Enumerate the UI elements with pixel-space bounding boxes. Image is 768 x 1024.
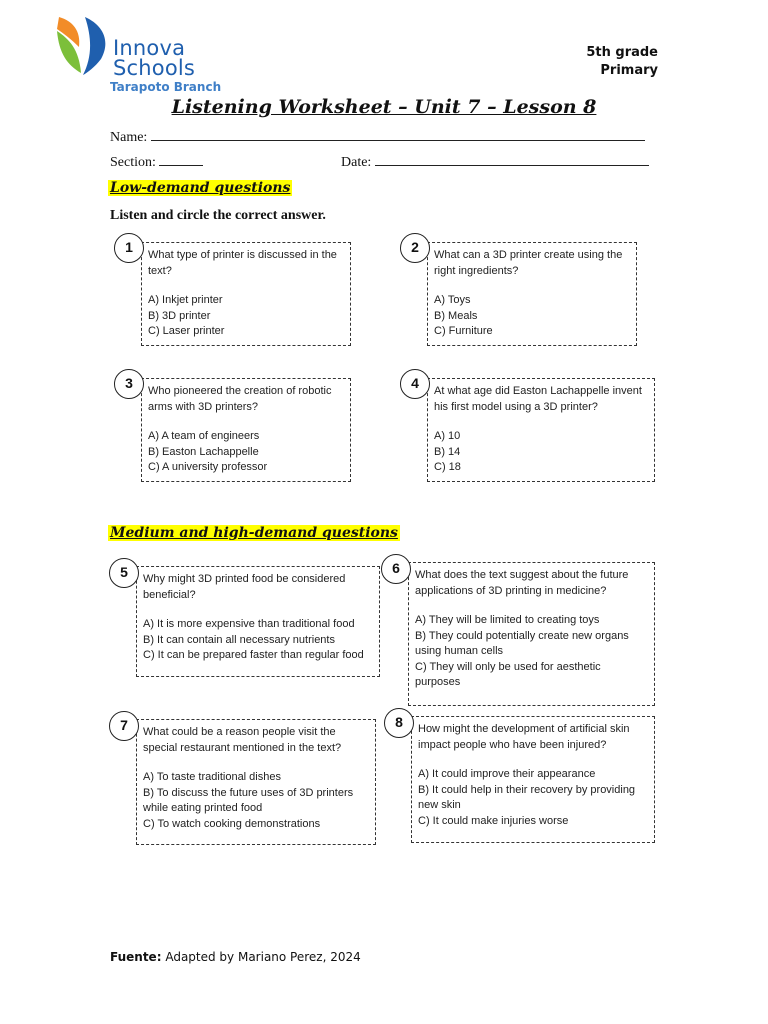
answer-option[interactable]: B) To discuss the future uses of 3D printers while eating printed food [143,786,354,814]
question-card-2 [427,242,637,346]
answer-option[interactable]: C) A university professor [148,461,268,473]
source-footer [110,950,361,964]
question-number-badge: 3 [114,369,144,399]
branch-name: Tarapoto Branch [110,80,222,94]
answer-option[interactable]: C) It can be prepared faster than regular food [143,649,364,661]
answer-option[interactable]: A) Inkjet printer [148,294,223,306]
page-title: Listening Worksheet – Unit 7 – Lesson 8 [171,96,597,118]
answer-option[interactable]: B) It could help in their recovery by providing new skin [418,783,636,811]
question-card-3 [141,378,351,482]
answer-option[interactable]: C) It could make injuries worse [418,814,569,827]
question-number-badge: 1 [114,233,144,263]
date-field[interactable] [341,153,649,171]
question-text: What does the text suggest about the future applications of 3D printing in medicine? [415,569,629,597]
question-text: At what age did Easton Lachappelle invent his first model using a 3D printer? [434,385,642,413]
answer-option[interactable]: A) Toys [434,294,471,306]
question-card-4 [427,378,655,482]
medium-demand-heading [108,524,400,542]
medium-demand-heading-text: Medium and high-demand questions [110,525,398,541]
name-label: Name: [110,130,148,145]
answer-option[interactable]: B) They could potentially create new organs using human cells [415,629,629,657]
answer-option[interactable]: C) To watch cooking demonstrations [143,817,321,830]
instruction: Listen and circle the correct answer. [110,208,326,223]
innova-logo-icon [55,15,110,77]
question-number-badge: 7 [109,711,139,741]
answer-option[interactable]: B) Meals [434,309,478,322]
name-line[interactable] [151,128,645,141]
section-field[interactable] [110,153,203,171]
question-card-8 [411,716,655,843]
answer-option[interactable]: B) It can contain all necessary nutrients [143,633,335,646]
question-text: What could be a reason people visit the special restaurant mentioned in the text? [143,726,342,754]
grade-label [586,44,658,80]
answer-option[interactable]: A) 10 [434,430,461,442]
answer-option[interactable]: B) 14 [434,445,461,458]
section-line[interactable] [159,153,203,166]
brand-name-line1: Innova [113,36,186,60]
brand-name-line2: Schools [113,56,196,80]
question-text: Why might 3D printed food be considered beneficial? [143,573,346,601]
low-demand-heading-text: Low-demand questions [110,180,291,196]
question-number-badge: 2 [400,233,430,263]
date-line[interactable] [375,153,649,166]
footer-text: Adapted by Mariano Perez, 2024 [165,950,361,964]
question-text: What type of printer is discussed in the text? [148,249,337,277]
date-label: Date: [341,155,372,170]
answer-option[interactable]: B) Easton Lachappelle [148,445,259,458]
question-number-badge: 6 [381,554,411,584]
answer-option[interactable]: C) 18 [434,461,461,473]
name-field[interactable] [110,128,645,146]
answer-option[interactable]: C) Laser printer [148,325,225,337]
question-card-6 [408,562,655,706]
question-card-5 [136,566,380,677]
low-demand-heading [108,179,292,197]
question-number-badge: 4 [400,369,430,399]
grade-text: 5th grade [586,45,658,60]
question-card-7 [136,719,376,845]
answer-option[interactable]: A) A team of engineers [148,430,260,442]
question-card-1 [141,242,351,346]
question-number-badge: 8 [384,708,414,738]
question-text: Who pioneered the creation of robotic arms with 3D printers? [148,385,332,413]
answer-option[interactable]: A) It could improve their appearance [418,768,596,780]
answer-option[interactable]: C) Furniture [434,325,493,337]
answer-option[interactable]: A) It is more expensive than traditional food [143,618,355,630]
answer-option[interactable]: A) To taste traditional dishes [143,771,281,783]
question-number-badge: 5 [109,558,139,588]
question-text: What can a 3D printer create using the right ingredients? [434,249,623,277]
level-text: Primary [600,63,658,78]
answer-option[interactable]: B) 3D printer [148,309,211,322]
answer-option[interactable]: C) They will only be used for aesthetic purposes [415,660,601,688]
section-label: Section: [110,155,156,170]
question-text: How might the development of artificial skin impact people who have been injured? [418,723,630,751]
footer-label: Fuente: [110,950,162,964]
answer-option[interactable]: A) They will be limited to creating toys [415,614,600,626]
